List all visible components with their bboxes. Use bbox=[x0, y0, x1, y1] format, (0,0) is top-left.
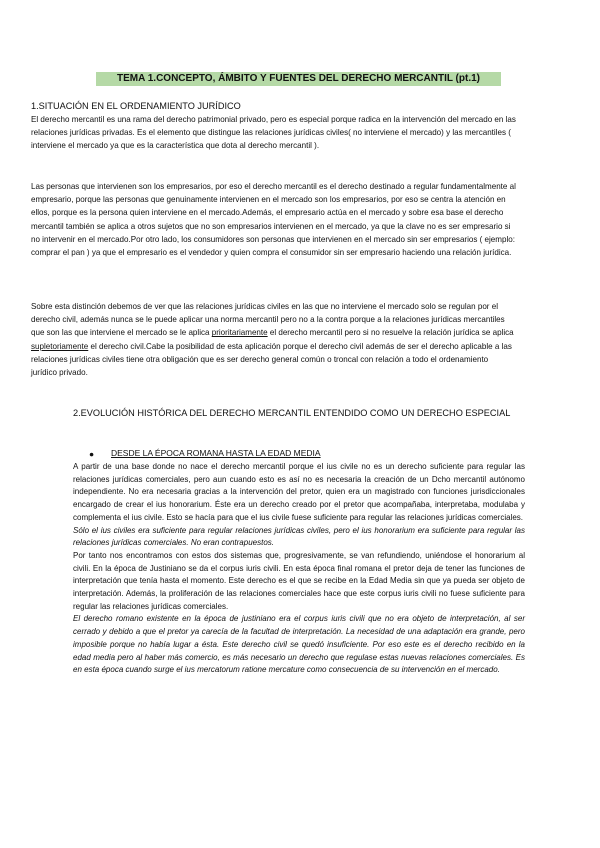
paragraph-2-text: Las personas que intervienen son los empresarios, por eso el derecho mercantil es el derecho destinado a regular fundamentalmente al empresario, porque las personas que genuinamente intervienen en el mercado son los empresarios, por eso se centra la atención en ellos, porque es la persona quien interviene en el mercado.Además, el empresario actúa en el mercado y sobre esa base el derecho mercantil también se aplica a otros sujetos que no son empresarios intervienen en el mercado, ya que la clave no es ser empresario si no intervenir en el mercado.Por otro lado, los consumidores son personas que intervienen en el mercado sin ser empresarios ( ejemplo: comprar el pan ) ya que el empresario es el vendedor y quien compra el consumidor sin ser empresario haciendo una relación jurídica. bbox=[31, 182, 516, 258]
paragraph-3-part-a: Sobre esta distinción debemos de ver que las relaciones jurídicas civiles en las que no interviene el mercado solo se regulan por el derecho civil, además nunca se le puede aplicar una norma mercantil pero no a la contra porque a la relaciones jurídicas mercantiles que son las que interviene el mercado se le aplica bbox=[31, 302, 505, 338]
paragraph-3-part-b: el derecho mercantil pero si no resuelve la relación jurídica se aplica bbox=[267, 328, 514, 338]
paragraph-3 bbox=[31, 300, 516, 379]
underlined-prioritariamente: prioritariamente bbox=[211, 328, 268, 338]
bullet-heading-epoca-romana: DESDE LA ÉPOCA ROMANA HASTA LA EDAD MEDIA bbox=[111, 448, 321, 458]
paragraph-1-text: El derecho mercantil es una rama del derecho patrimonial privado, pero es especial porque radica en la intervención del mercado en las relaciones jurídicas privadas. Es el elemento que distingue las relaciones jurídicas civiles( no interviene el mercado) y las mercantiles ( interviene el mercado ya que es la característica que dota al derecho mercantil ). bbox=[31, 115, 516, 151]
paragraph-2 bbox=[31, 180, 516, 259]
document-title: TEMA 1.CONCEPTO, ÁMBITO Y FUENTES DEL DERECHO MERCANTIL (pt.1) bbox=[96, 72, 501, 86]
section-2-paragraph-2: Por tanto nos encontramos con estos dos sistemas que, progresivamente, se van refundiendo, uniéndose el honorarium al civili. En la época de Justiniano se da el corpus iuris civili. En esta época final romana el pretor deja de tener las funciones de interpretación que tenía hasta el momento. Este derecho es el que se recibe en la Edad Media sin que ya pueda ser objeto de interpretación. Además, la proliferación de las relaciones comerciales hace que este corpus iuris civili no fuese suficiente para regular las relaciones jurídicas comerciales. bbox=[73, 550, 525, 611]
section-heading-evolucion: 2.EVOLUCIÓN HISTÓRICA DEL DERECHO MERCANTIL ENTENDIDO COMO UN DERECHO ESPECIAL bbox=[73, 408, 511, 418]
section-2-italic-note-2: El derecho romano existente en la época de justiniano era el corpus iuris civili que no era objeto de interpretación, al ser cerrado y debido a que el pretor ya carecía de la facultad de interpretación. La necesidad de una adaptación era grande, pero imposible porque no había lugar a ésta. Este derecho civil se quedó insuficiente. Por eso este es el derecho recibido en la edad media pero al haber más comercio, es más necesario un derecho que regulase estas nuevas relaciones comerciales. Es en esta época cuando surge el ius mercatorum ratione mercature como consecuencia de su intervención en el mercado. bbox=[73, 614, 525, 675]
underlined-supletoriamente: supletoriamente bbox=[31, 341, 89, 351]
paragraph-3-text bbox=[31, 300, 516, 379]
paragraph-3-part-c: el derecho civil.Cabe la posibilidad de esta aplicación porque el derecho civil además de ser el derecho aplicable a las relaciones jurídicas civiles tiene otra obligación que es ser derecho general común o troncal con relación a todo el ordenamiento jurídico privado. bbox=[31, 341, 512, 378]
section-heading-situacion: 1.SITUACIÓN EN EL ORDENAMIENTO JURÍDICO bbox=[31, 101, 241, 111]
paragraph-1 bbox=[31, 113, 516, 153]
bullet-icon: ● bbox=[89, 449, 95, 459]
section-2-italic-note-1: Sólo el ius civiles era suficiente para regular relaciones jurídicas civiles, pero el ius honorarium era suficiente para regular las relaciones jurídicas comerciales. No eran contrapuestos. bbox=[73, 525, 525, 548]
section-2-body bbox=[73, 461, 525, 677]
section-2-paragraph-1: A partir de una base donde no nace el derecho mercantil porque el ius civile no es un derecho suficiente para regular las relaciones jurídicas comerciales, pero aun cuando esto es así no es necesaria la creación de un Dcho mercantil autónomo independiente. No era necesaria gracias a la intervención del pretor, quien era un magistrado con funciones jurisdiccionales encargado de crear el ius honorarium. Éste era un derecho creado por el pretor que acompañaba, interpretaba, modulaba y complementa el ius civile. Esto se hacía para que el ius civile fuese suficiente para regular las relaciones jurídicas comerciales. bbox=[73, 462, 525, 522]
